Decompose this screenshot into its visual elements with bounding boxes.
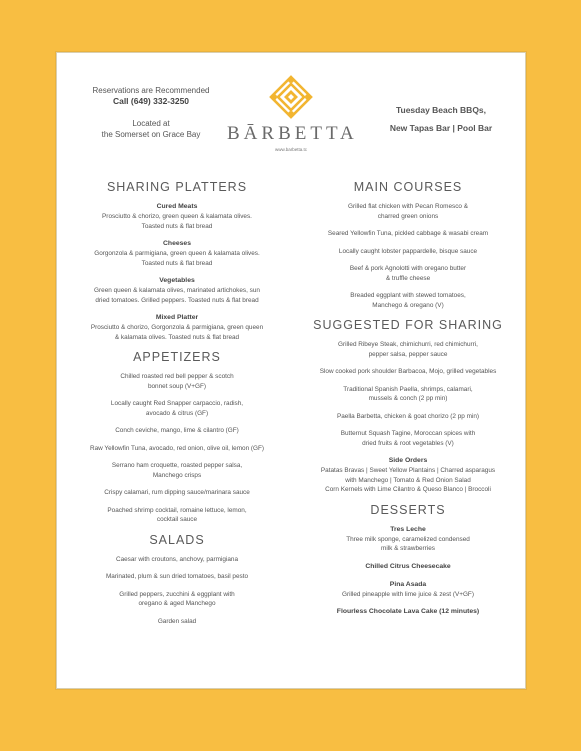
item-desc: with Manchego | Tomato & Red Onion Salad	[345, 476, 471, 484]
item-desc: Serrano ham croquette, roasted pepper salsa,	[111, 462, 243, 469]
item-desc: Patatas Bravas | Sweet Yellow Plantains | Charred asparagus	[320, 467, 496, 474]
menu-item	[71, 488, 283, 498]
item-desc: Toasted nuts & flat bread	[141, 222, 213, 230]
menu-item	[303, 264, 513, 283]
menu-item	[71, 372, 283, 391]
item-desc: Grilled peppers, zucchini & eggplant with	[119, 590, 235, 598]
item-desc: milk & strawberries	[381, 545, 435, 552]
salads-heading: SALADS	[149, 532, 205, 547]
item-desc: avocado & citrus (GF)	[145, 409, 209, 417]
item-name: Tres Leche	[390, 525, 426, 533]
menu-item	[303, 429, 513, 448]
item-desc: Grilled pineapple with lime juice & zest (V+GF)	[342, 590, 474, 598]
item-desc: Locally caught Red Snapper carpaccio, radish,	[110, 400, 244, 407]
promo-info	[361, 101, 521, 137]
main-courses-heading: MAIN COURSES	[353, 180, 463, 194]
menu-item	[303, 562, 513, 572]
item-desc: Manchego & oregano (V)	[372, 301, 444, 309]
item-desc: bonnet soup (V+GF)	[147, 382, 207, 390]
item-desc: & kalamata olives. Toasted nuts & flat bread	[114, 333, 240, 341]
item-desc: Beef & pork Agnolotti with oregano butter	[349, 265, 467, 272]
menu-item	[303, 291, 513, 310]
menu-item	[71, 555, 283, 565]
desserts-heading: DESSERTS	[370, 502, 446, 517]
item-name: Cheeses	[163, 240, 191, 247]
item-desc: Toasted nuts & flat bread	[141, 259, 213, 267]
item-desc: Traditional Spanish Paella, shrimps, calamari,	[343, 385, 473, 393]
menu-item	[71, 590, 283, 609]
sharing-platters-heading: SHARING PLATTERS	[106, 180, 248, 194]
item-desc: Three milk sponge, caramelized condensed	[346, 535, 470, 543]
item-desc: charred green onions	[377, 212, 439, 220]
item-desc: Prosciutto & chorizo, green queen & kalamata olives.	[102, 213, 252, 220]
item-desc: Manchego crisps	[152, 471, 202, 479]
item-desc: dried tomatoes. Grilled peppers. Toasted nuts & flat bread	[95, 296, 259, 304]
appetizers-heading: APPETIZERS	[133, 350, 221, 364]
item-name: Cured Meats	[156, 203, 198, 210]
menu-item	[303, 229, 513, 239]
item-desc: Chilled roasted red bell pepper & scotch	[120, 373, 234, 380]
item-desc: Poached shrimp cocktail, romaine lettuce, lemon,	[107, 506, 247, 514]
item-desc: Butternut Squash Tagine, Moroccan spices with	[340, 430, 476, 437]
menu-item	[303, 607, 513, 617]
item-desc: Grilled Ribeye Steak, chimichurri, red chimichurri,	[338, 341, 478, 348]
item-name: Flourless Chocolate Lava Cake (12 minutes)	[336, 608, 480, 615]
item-desc: dried fruits & root vegetables (V)	[362, 439, 454, 447]
item-desc: Locally caught lobster pappardelle, bisque sauce	[338, 247, 478, 255]
menu-item	[303, 340, 513, 359]
promo-line-2: New Tapas Bar | Pool Bar	[389, 123, 493, 133]
item-name: Vegetables	[159, 277, 195, 284]
menu-item	[303, 580, 513, 600]
menu-item	[71, 617, 283, 627]
item-desc: Garden salad	[157, 617, 197, 625]
item-desc: Grilled flat chicken with Pecan Romesco &	[347, 203, 469, 210]
menu-item	[303, 247, 513, 257]
menu-item	[71, 444, 283, 454]
menu-item	[71, 426, 283, 436]
logo	[227, 75, 358, 152]
item-name: Side Orders	[388, 457, 428, 464]
brand-name: BĀRBETTA	[227, 123, 358, 144]
side-orders	[303, 456, 513, 495]
left-column	[71, 180, 283, 634]
menu-item	[71, 239, 283, 268]
menu-item	[303, 525, 513, 554]
menu-item	[71, 506, 283, 525]
phone-number[interactable]: Call (649) 332-3250	[112, 96, 190, 106]
item-desc: cocktail sauce	[156, 516, 198, 523]
item-desc: Seared Yellowfin Tuna, pickled cabbage & wasabi cream	[327, 230, 489, 237]
menu-page	[56, 52, 526, 689]
barbetta-ornament-logo-icon	[269, 75, 313, 119]
reservation-info	[71, 85, 231, 140]
location-line-1: Located at	[132, 119, 170, 128]
right-column	[303, 180, 513, 625]
item-desc: Conch ceviche, mango, lime & cilantro (GF)	[115, 427, 239, 434]
menu-item	[303, 385, 513, 404]
item-desc: Raw Yellowfin Tuna, avocado, red onion, olive oil, lemon (GF)	[89, 444, 265, 452]
menu-item	[303, 412, 513, 422]
item-name: Pina Asada	[389, 580, 427, 588]
menu-item	[71, 572, 283, 582]
suggested-heading: SUGGESTED FOR SHARING	[313, 318, 503, 332]
item-desc: Green queen & kalamata olives, marinated artichokes, sun	[94, 287, 260, 294]
reservations-text: Reservations are Recommended	[92, 86, 210, 95]
website-url[interactable]: www.barbetta.tc	[274, 147, 307, 152]
item-desc: oregano & aged Manchego	[138, 600, 216, 607]
menu-item	[71, 202, 283, 231]
item-desc: Caesar with croutons, anchovy, parmigiana	[115, 555, 239, 563]
menu-item	[71, 461, 283, 480]
item-desc: Gorgonzola & parmigiana, green queen & kalamata olives.	[94, 250, 260, 257]
item-name: Mixed Platter	[155, 314, 199, 321]
item-desc: mussels & conch (2 pp min)	[368, 395, 448, 402]
promo-line-1: Tuesday Beach BBQs,	[395, 105, 487, 115]
item-desc: pepper salsa, pepper sauce	[368, 350, 448, 358]
item-name: Chilled Citrus Cheesecake	[365, 562, 451, 570]
item-desc: & truffle cheese	[385, 274, 431, 282]
menu-item	[71, 399, 283, 418]
menu-item	[71, 276, 283, 305]
menu-item	[303, 367, 513, 377]
menu-item	[71, 313, 283, 342]
item-desc: Prosciutto & chorizo, Gorgonzola & parmigiana, green queen	[90, 324, 264, 331]
menu-item	[303, 202, 513, 221]
item-desc: Slow cooked pork shoulder Barbacoa, Mojo, grilled vegetables	[319, 368, 497, 375]
item-desc: Marinated, plum & sun dried tomatoes, basil pesto	[105, 573, 249, 580]
item-desc: Breaded eggplant with stewed tomatoes,	[350, 292, 466, 299]
item-desc: Paella Barbetta, chicken & goat chorizo (2 pp min)	[336, 412, 480, 420]
item-desc: Corn Kernels with Lime Cilantro & Queso Blanco | Broccoli	[325, 486, 491, 493]
location-line-2: the Somerset on Grace Bay	[101, 130, 201, 139]
item-desc: Crispy calamari, rum dipping sauce/marinara sauce	[104, 489, 250, 496]
